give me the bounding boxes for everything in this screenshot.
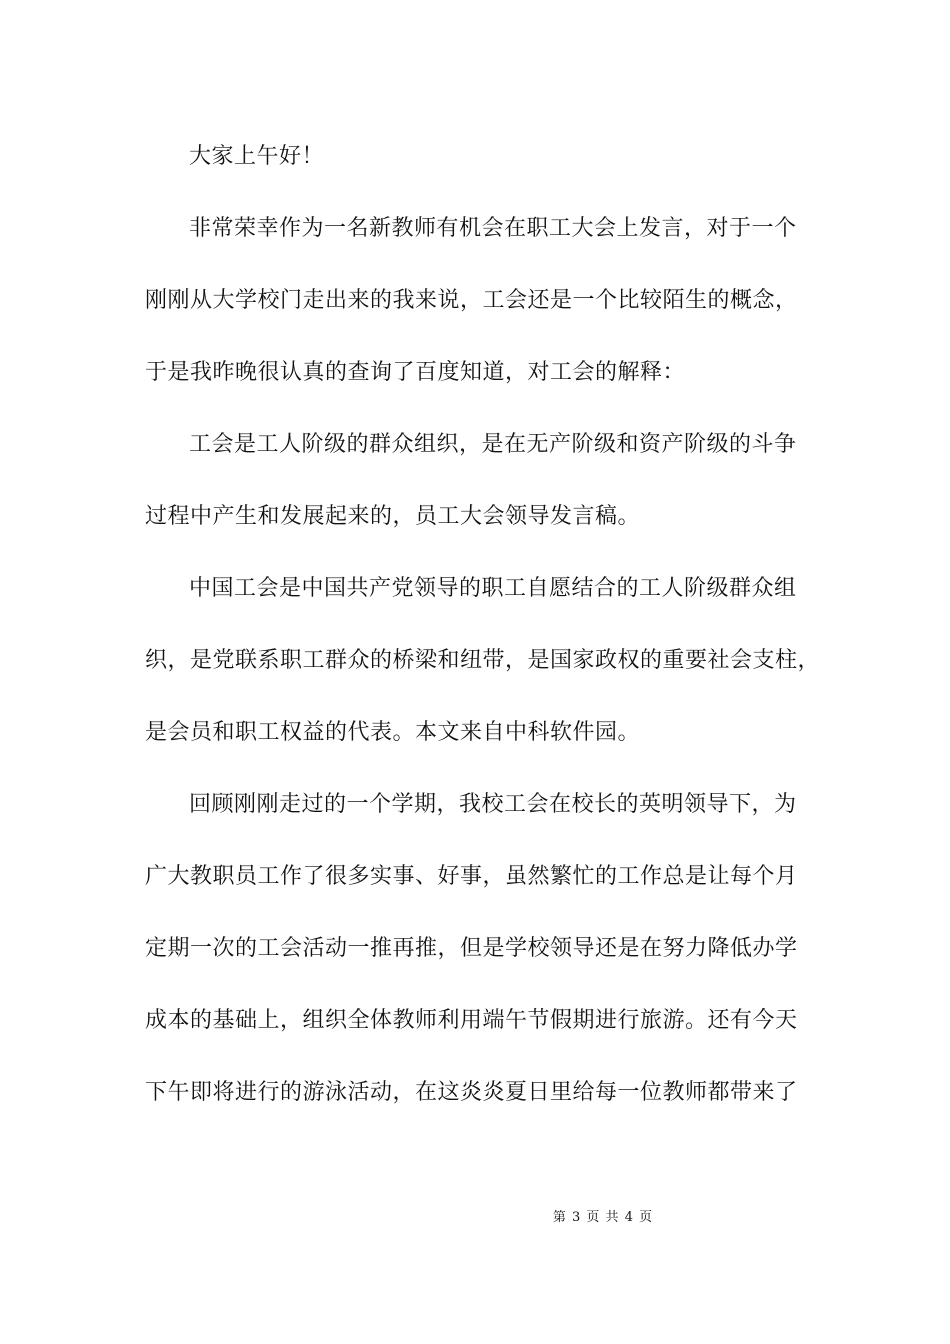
paragraph-line: 工会是工人阶级的群众组织，是在无产阶级和资产阶级的斗争 [189, 432, 797, 457]
paragraph-line: 织，是党联系职工群众的桥梁和纽带，是国家政权的重要社会支柱， [145, 648, 821, 673]
paragraph-greeting: 大家上午好！ [189, 144, 325, 169]
paragraph-line: 成本的基础上，组织全体教师利用端午节假期进行旅游。还有今天 [145, 1008, 798, 1033]
paragraph-line: 定期一次的工会活动一推再推，但是学校领导还是在努力降低办学 [145, 936, 798, 961]
paragraph-line: 下午即将进行的游泳活动，在这炎炎夏日里给每一位教师都带来了 [145, 1080, 798, 1105]
paragraph-line: 过程中产生和发展起来的，员工大会领导发言稿。 [145, 504, 641, 529]
paragraph-line: 回顾刚刚走过的一个学期，我校工会在校长的英明领导下，为 [189, 792, 797, 817]
paragraph-line: 非常荣幸作为一名新教师有机会在职工大会上发言，对于一个 [189, 216, 797, 241]
paragraph-line: 广大教职员工作了很多实事、好事，虽然繁忙的工作总是让每个月 [145, 864, 798, 889]
paragraph-line: 于是我昨晚很认真的查询了百度知道，对工会的解释： [145, 360, 686, 385]
paragraph-line: 刚刚从大学校门走出来的我来说，工会还是一个比较陌生的概念， [145, 288, 798, 313]
paragraph-line: 中国工会是中国共产党领导的职工自愿结合的工人阶级群众组 [189, 576, 797, 601]
paragraph-line: 是会员和职工权益的代表。本文来自中科软件园。 [145, 720, 641, 745]
page-number-footer: 第 3 页 共 4 页 [552, 1210, 654, 1225]
